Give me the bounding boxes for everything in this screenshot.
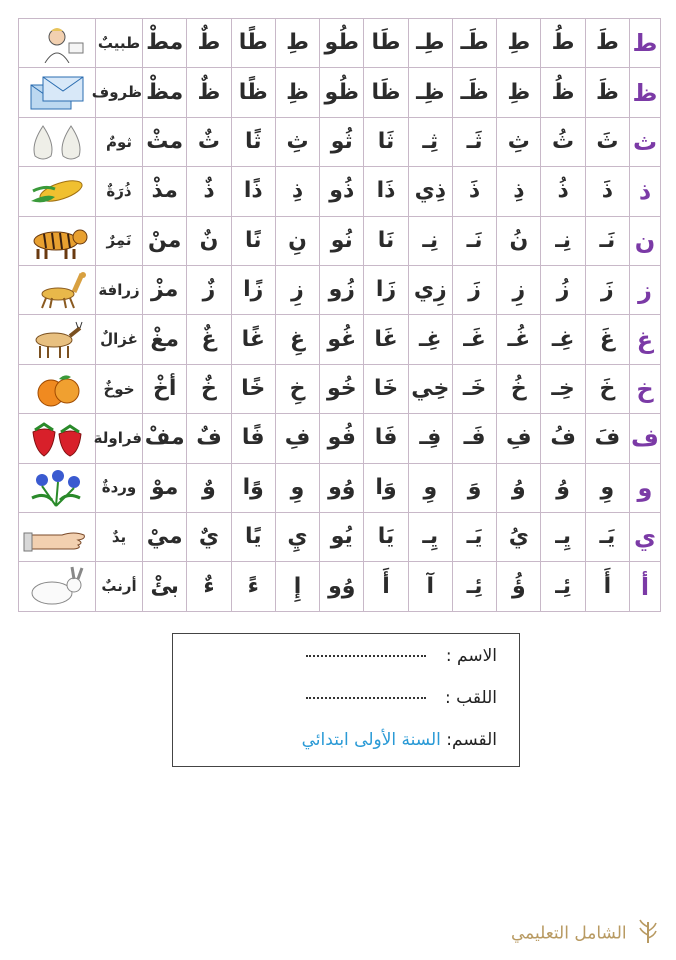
- syllable-cell: ثُو: [320, 117, 364, 166]
- syllable-cell: ؤُ: [497, 562, 541, 612]
- syllable-cell: ظِ: [275, 68, 319, 117]
- syllable-cell: خَـ: [452, 364, 496, 413]
- syllable-cell: مظْ: [143, 68, 187, 117]
- syllable-cell: غُـ: [497, 315, 541, 364]
- syllable-cell: نٌ: [187, 216, 231, 265]
- example-word: زرافة: [96, 266, 143, 315]
- name-field[interactable]: [306, 655, 426, 657]
- syllable-cell: آ: [408, 562, 452, 612]
- syllable-cell: ظَا: [364, 68, 408, 117]
- syllable-cell: غُو: [320, 315, 364, 364]
- syllable-cell: مطْ: [143, 19, 187, 68]
- syllable-cell: طِ: [497, 19, 541, 68]
- syllable-cell: زِ: [497, 266, 541, 315]
- syllable-cell: إِ: [275, 562, 319, 612]
- syllable-cell: ذٌ: [187, 167, 231, 216]
- syllable-cell: ذُ: [541, 167, 585, 216]
- syllable-cell: مفْ: [143, 414, 187, 463]
- syllable-cell: خُو: [320, 364, 364, 413]
- syllable-cell: نِـ: [408, 216, 452, 265]
- surname-line: [306, 688, 497, 708]
- syllable-cell: وِ: [408, 463, 452, 512]
- syllable-cell: وُو: [320, 463, 364, 512]
- syllable-cell: ثًا: [231, 117, 275, 166]
- example-word: فراولة: [96, 414, 143, 463]
- syllable-cell: ذِي: [408, 167, 452, 216]
- name-line: [306, 646, 497, 666]
- syllable-cell: خِـ: [541, 364, 585, 413]
- letter-cell: ن: [630, 216, 661, 265]
- syllable-cell: غِ: [275, 315, 319, 364]
- example-word: خوخٌ: [96, 364, 143, 413]
- syllable-cell: مذْ: [143, 167, 187, 216]
- syllable-cell: وِ: [275, 463, 319, 512]
- rabbit-picture: [19, 562, 96, 612]
- brand-watermark: [488, 918, 658, 948]
- syllable-cell: ذًا: [231, 167, 275, 216]
- strawberry-picture: [19, 414, 96, 463]
- syllable-cell: ذَ: [452, 167, 496, 216]
- letter-cell: ط: [630, 19, 661, 68]
- syllable-cell: فِـ: [408, 414, 452, 463]
- letter-row: [19, 562, 661, 612]
- syllable-cell: نَـ: [585, 216, 629, 265]
- syllable-cell: أخْ: [143, 364, 187, 413]
- example-word: ذُرَةٌ: [96, 167, 143, 216]
- syllable-cell: ءٌ: [187, 562, 231, 612]
- syllable-cell: يُو: [320, 513, 364, 562]
- syllable-cell: يَـ: [585, 513, 629, 562]
- name-label: الاسم :: [445, 646, 497, 666]
- syllable-cell: خُ: [497, 364, 541, 413]
- syllable-cell: موْ: [143, 463, 187, 512]
- syllable-cell: ميْ: [143, 513, 187, 562]
- example-word: طبيبٌ: [96, 19, 143, 68]
- giraffe-picture: [19, 266, 96, 315]
- syllable-cell: ظُو: [320, 68, 364, 117]
- syllable-cell: طٌ: [187, 19, 231, 68]
- syllable-cell: ظُ: [541, 68, 585, 117]
- syllable-cell: يِـ: [408, 513, 452, 562]
- syllable-cell: وٌ: [187, 463, 231, 512]
- syllable-cell: ذِ: [497, 167, 541, 216]
- syllable-cell: زِي: [408, 266, 452, 315]
- syllable-cell: طَـ: [452, 19, 496, 68]
- syllable-cell: وُو: [320, 562, 364, 612]
- syllable-cell: طَا: [364, 19, 408, 68]
- syllable-cell: وًا: [231, 463, 275, 512]
- syllable-cell: ثِ: [497, 117, 541, 166]
- syllable-cell: غِـ: [408, 315, 452, 364]
- peach-picture: [19, 364, 96, 413]
- surname-label: اللقب :: [445, 688, 497, 708]
- syllable-cell: نَـ: [452, 216, 496, 265]
- syllable-cell: ثَ: [585, 117, 629, 166]
- syllable-cell: وَا: [364, 463, 408, 512]
- letter-cell: ث: [630, 117, 661, 166]
- example-word: غزالٌ: [96, 315, 143, 364]
- syllable-cell: ثُ: [541, 117, 585, 166]
- example-word: ثومٌ: [96, 117, 143, 166]
- syllable-cell: ظَ: [585, 68, 629, 117]
- hand-picture: [19, 513, 96, 562]
- letter-cell: خ: [630, 364, 661, 413]
- syllable-cell: طُو: [320, 19, 364, 68]
- syllable-cell: خِي: [408, 364, 452, 413]
- syllable-cell: ثِـ: [408, 117, 452, 166]
- syllable-cell: فِ: [497, 414, 541, 463]
- syllable-cell: فَا: [364, 414, 408, 463]
- syllable-cell: نَا: [364, 216, 408, 265]
- letter-row: [19, 414, 661, 463]
- class-value: السنة الأولى ابتدائي: [301, 730, 441, 750]
- letter-row: [19, 167, 661, 216]
- letter-cell: و: [630, 463, 661, 512]
- letter-row: [19, 19, 661, 68]
- syllable-cell: فِ: [275, 414, 319, 463]
- syllable-cell: ذُو: [320, 167, 364, 216]
- syllable-cell: زُ: [541, 266, 585, 315]
- syllable-cell: زَا: [364, 266, 408, 315]
- syllable-cell: وُ: [497, 463, 541, 512]
- syllable-cell: فًا: [231, 414, 275, 463]
- syllable-cell: وَ: [452, 463, 496, 512]
- corn-picture: [19, 167, 96, 216]
- syllable-cell: فَـ: [452, 414, 496, 463]
- letter-row: [19, 266, 661, 315]
- syllable-cell: ئِـ: [452, 562, 496, 612]
- syllable-cell: وِ: [585, 463, 629, 512]
- brand-icon: [638, 918, 658, 949]
- student-info-box: [172, 633, 520, 767]
- syllable-cell: ئِـ: [541, 562, 585, 612]
- letter-row: [19, 68, 661, 117]
- letter-row: [19, 513, 661, 562]
- class-label: القسم:: [446, 730, 497, 750]
- syllable-cell: يَا: [364, 513, 408, 562]
- syllable-cell: زِ: [275, 266, 319, 315]
- syllable-cell: طُ: [541, 19, 585, 68]
- syllable-cell: زٌ: [187, 266, 231, 315]
- letter-cell: ذ: [630, 167, 661, 216]
- syllable-cell: طِـ: [408, 19, 452, 68]
- brand-name: الشامل التعليمي: [510, 923, 627, 944]
- syllable-cell: فُو: [320, 414, 364, 463]
- syllable-cell: ذِ: [275, 167, 319, 216]
- letter-cell: ي: [630, 513, 661, 562]
- syllable-cell: ظًا: [231, 68, 275, 117]
- syllable-cell: زُو: [320, 266, 364, 315]
- letter-cell: ف: [630, 414, 661, 463]
- syllable-cell: بئْ: [143, 562, 187, 612]
- syllable-cell: يِـ: [541, 513, 585, 562]
- syllable-cell: نُ: [497, 216, 541, 265]
- flowers-picture: [19, 463, 96, 512]
- syllable-cell: ظِـ: [408, 68, 452, 117]
- syllable-cell: طِ: [275, 19, 319, 68]
- syllable-cell: مغْ: [143, 315, 187, 364]
- example-word: أرنبٌ: [96, 562, 143, 612]
- syllable-cell: مثْ: [143, 117, 187, 166]
- syllable-cell: غٌ: [187, 315, 231, 364]
- syllable-cell: مزْ: [143, 266, 187, 315]
- envelopes-picture: [19, 68, 96, 117]
- syllable-cell: ثَا: [364, 117, 408, 166]
- letters-grid: [18, 18, 661, 612]
- syllable-cell: طًا: [231, 19, 275, 68]
- syllable-cell: ذَ: [585, 167, 629, 216]
- syllable-cell: ظَـ: [452, 68, 496, 117]
- syllable-cell: ءً: [231, 562, 275, 612]
- syllable-cell: خٌ: [187, 364, 231, 413]
- syllable-cell: أَ: [364, 562, 408, 612]
- syllable-cell: ذَا: [364, 167, 408, 216]
- syllable-cell: أَ: [585, 562, 629, 612]
- letter-row: [19, 463, 661, 512]
- syllable-cell: نًا: [231, 216, 275, 265]
- example-word: يدٌ: [96, 513, 143, 562]
- syllable-cell: يَـ: [452, 513, 496, 562]
- syllable-cell: ثٌ: [187, 117, 231, 166]
- syllable-cell: غَـ: [452, 315, 496, 364]
- syllable-cell: ظِ: [497, 68, 541, 117]
- syllable-cell: خَ: [585, 364, 629, 413]
- syllable-cell: غِـ: [541, 315, 585, 364]
- example-word: ظروف: [96, 68, 143, 117]
- syllable-cell: خَا: [364, 364, 408, 413]
- class-line: [302, 730, 497, 750]
- syllable-cell: وُ: [541, 463, 585, 512]
- syllable-cell: خِ: [275, 364, 319, 413]
- letter-row: [19, 364, 661, 413]
- syllable-cell: ثَـ: [452, 117, 496, 166]
- syllable-cell: ثِ: [275, 117, 319, 166]
- letter-row: [19, 117, 661, 166]
- syllable-cell: نِ: [275, 216, 319, 265]
- syllable-cell: زًا: [231, 266, 275, 315]
- example-word: نَمِرٌ: [96, 216, 143, 265]
- syllable-cell: نُو: [320, 216, 364, 265]
- syllable-cell: غَ: [585, 315, 629, 364]
- syllable-cell: فٌ: [187, 414, 231, 463]
- syllable-cell: زَ: [585, 266, 629, 315]
- letter-row: [19, 315, 661, 364]
- syllable-cell: يًا: [231, 513, 275, 562]
- gazelle-picture: [19, 315, 96, 364]
- surname-field[interactable]: [306, 697, 426, 699]
- garlic-picture: [19, 117, 96, 166]
- tiger-picture: [19, 216, 96, 265]
- syllable-cell: نِـ: [541, 216, 585, 265]
- syllable-cell: خًا: [231, 364, 275, 413]
- letter-cell: غ: [630, 315, 661, 364]
- syllable-cell: طَ: [585, 19, 629, 68]
- syllable-cell: يُ: [497, 513, 541, 562]
- doctor-picture: [19, 19, 96, 68]
- syllable-cell: زَ: [452, 266, 496, 315]
- letter-cell: ظ: [630, 68, 661, 117]
- syllable-cell: فَ: [585, 414, 629, 463]
- syllable-cell: غًا: [231, 315, 275, 364]
- letter-cell: أ: [630, 562, 661, 612]
- syllable-cell: منْ: [143, 216, 187, 265]
- syllable-cell: فُ: [541, 414, 585, 463]
- syllable-cell: غَا: [364, 315, 408, 364]
- letter-cell: ز: [630, 266, 661, 315]
- letter-row: [19, 216, 661, 265]
- syllable-cell: يِ: [275, 513, 319, 562]
- example-word: وردةٌ: [96, 463, 143, 512]
- syllable-cell: ظٌ: [187, 68, 231, 117]
- syllable-cell: يٌ: [187, 513, 231, 562]
